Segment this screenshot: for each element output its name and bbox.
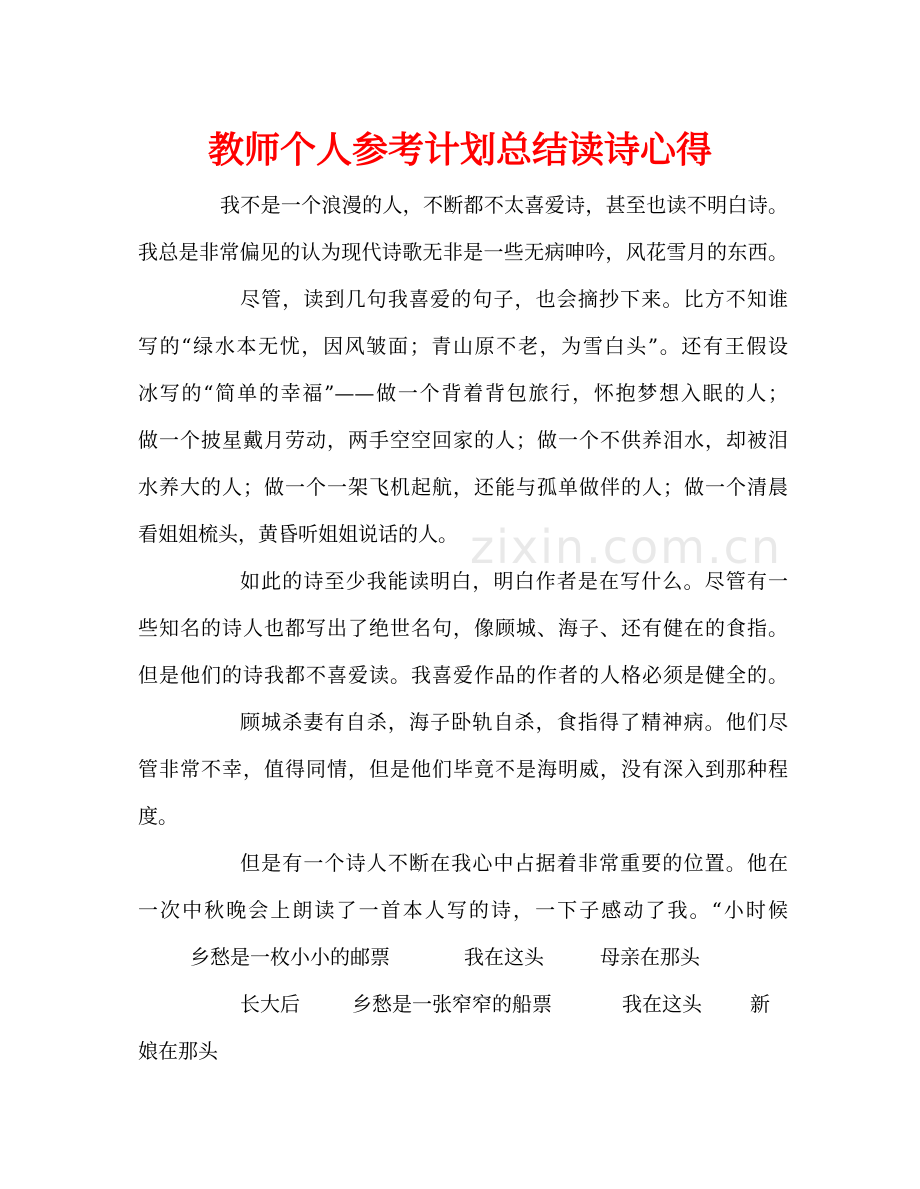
paragraph-line: 管非常不幸，值得同情，但是他们毕竟不是海明威，没有深入到那种程 [138, 757, 788, 781]
paragraph-line: 做一个披星戴月劳动，两手空空回家的人；做一个不供养泪水，却被泪 [138, 428, 788, 452]
paragraph-line: 冰写的“简单的幸福”——做一个背着背包旅行，怀抱梦想入眠的人； [138, 381, 788, 405]
poem-fragment: 我在这头 [622, 992, 702, 1016]
paragraph-line: 看姐姐梳头，黄昏听姐姐说话的人。 [138, 522, 458, 546]
poem-line [190, 943, 840, 971]
poem-fragment: 长大后 [240, 992, 300, 1016]
paragraph-line: 我总是非常偏见的认为现代诗歌无非是一些无病呻吟，风花雪月的东西。 [138, 240, 788, 264]
paragraph-line: 写的“绿水本无忧，因风皱面；青山原不老，为雪白头”。还有王假设 [138, 334, 788, 358]
paragraph-line: 些知名的诗人也都写出了绝世名句，像顾城、海子、还有健在的食指。 [138, 616, 788, 640]
poem-fragment: 乡愁是一张窄窄的船票 [352, 992, 552, 1016]
paragraph-line: 顾城杀妻有自杀，海子卧轨自杀，食指得了精神病。他们尽 [240, 710, 788, 734]
poem-fragment: 我在这头 [464, 945, 544, 969]
paragraph-line: 但是有一个诗人不断在我心中占据着非常重要的位置。他在 [240, 851, 788, 875]
paragraph-line: 一次中秋晚会上朗读了一首本人写的诗，一下子感动了我。“小时候 [138, 898, 788, 922]
poem-line [240, 990, 890, 1018]
watermark: zixin.com.cn [470, 520, 783, 574]
paragraph-line: 水养大的人；做一个一架飞机起航，还能与孤单做伴的人；做一个清晨 [138, 475, 788, 499]
paragraph-line: 我不是一个浪漫的人，不断都不太喜爱诗，甚至也读不明白诗。 [220, 193, 788, 217]
paragraph-line: 度。 [138, 804, 178, 828]
poem-fragment: 新 [750, 992, 770, 1016]
poem-line: 娘在那头 [138, 1039, 218, 1063]
paragraph-line: 但是他们的诗我都不喜爱读。我喜爱作品的作者的人格必须是健全的。 [138, 663, 788, 687]
paragraph-line: 如此的诗至少我能读明白，明白作者是在写什么。尽管有一 [240, 569, 788, 593]
page-title: 教师个人参考计划总结读诗心得 [207, 130, 712, 171]
poem-fragment: 母亲在那头 [600, 945, 700, 969]
poem-fragment: 乡愁是一枚小小的邮票 [190, 945, 390, 969]
paragraph-line: 尽管，读到几句我喜爱的句子，也会摘抄下来。比方不知谁 [240, 287, 788, 311]
